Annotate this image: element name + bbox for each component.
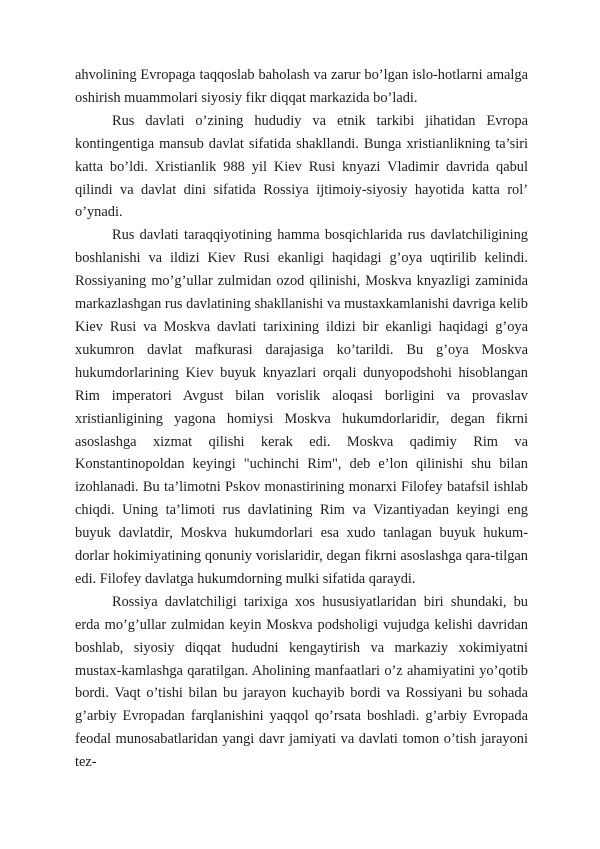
paragraph-4: Rossiya davlatchiligi tarixiga xos hususiyatlaridan biri shundaki, bu erda mo’g’ullar zulmidan keyin Moskva podsholigi vujudga kelishi davridan boshlab, siyosiy diqqat hududni kengaytirish va markaziy xokimiyatni mustax-kamlashga qaratilgan. Aholining manfaatlari o’z ahamiyatini yo’qotib bordi. Vaqt o’tishi bilan bu jarayon kuchayib bordi va Rossiyani bu sohada g’arbiy Evropadan farqlanishini yaqqol qo’rsata boshladi. g’arbiy Evropada feodal munosabatlaridan yangi davr jamiyati va davlati tomon o’tish jarayoni tez-	[75, 593, 528, 771]
paragraph-2: Rus davlati o’zining hududiy va etnik tarkibi jihatidan Evropa kontingentiga mansub davlat sifatida shakllandi. Bunga xristianlikning ta’siri katta bo’ldi. Xristianlik 988 yil Kiev Rusi knyazi Vladimir davrida qabul qilindi va davlat dini sifatida Rossiya ijtimoiy-siyosiy hayotida katta rol’ o’ynadi.	[75, 112, 528, 221]
paragraph-3: Rus davlati taraqqiyotining hamma bosqichlarida rus davlatchiligining boshlanishi va ildizi Kiev Rusi ekanligi haqidagi g’oya uqtirilib kelindi. Rossiyaning mo’g’ullar zulmidan ozod qilinishi, Moskva knyazligi zaminida markazlashgan rus davlatining shakllanishi va mustaxkamlanishi davriga kelib Kiev Rusi va Moskva davlati tarixining ildizi bir ekanligi haqidagi g’oya xukumron davlat mafkurasi darajasiga ko’tarildi. Bu g’oya Moskva hukumdorlarining Kiev buyuk knyazlari orqali dunyopodshohi hisoblangan Rim imperatori Avgust bilan vorislik aloqasi borligini va provaslav xristianligining yagona homiysi Moskva hukumdorlaridir, degan fikrni asoslashga xizmat qilishi kerak edi. Moskva qadimiy Rim va Konstantinopoldan keyingi "uchinchi Rim", deb e’lon qilinishi shu bilan izohlanadi. Bu ta’limotni Pskov monastirining monarxi Filofey batafsil ishlab chiqdi. Uning ta’limoti rus davlatining Rim va Vizantiyadan keyingi eng buyuk davlatdir, Moskva hukumdorlari esa xudo tanlagan buyuk hukum-dorlar hokimiyatining qonuniy vorislaridir, degan fikrni asoslashga qara-tilgan edi. Filofey davlatga hukumdorning mulki sifatida qaraydi.	[75, 227, 528, 587]
document-page	[75, 64, 528, 774]
paragraph-1: ahvolining Evropaga taqqoslab baholash va zarur bo’lgan islo-hotlarni amalga oshirish muammolari siyosiy fikr diqqat markazida bo’ladi.	[75, 67, 528, 106]
